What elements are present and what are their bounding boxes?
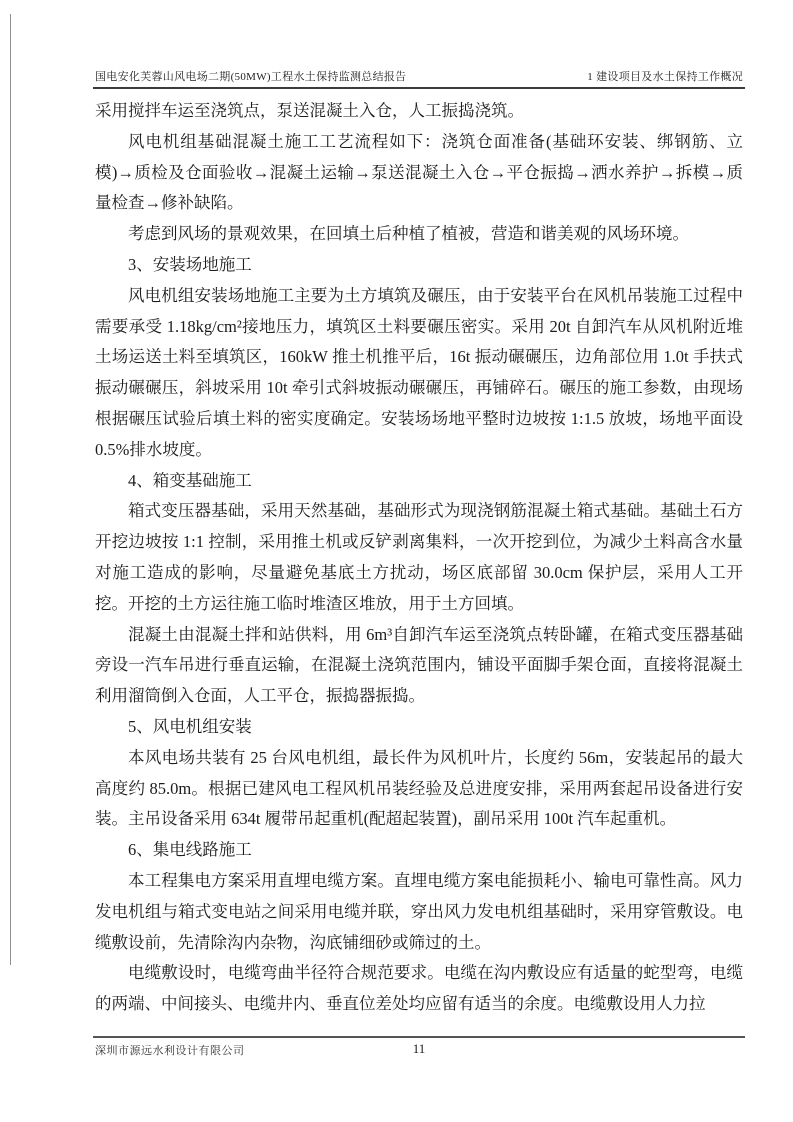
paragraph: 本工程集电方案采用直埋电缆方案。直埋电缆方案电能损耗小、输电可靠性高。风力发电机组与箱式变电站之间采用电缆并联，穿出风力发电机组基础时，采用穿管敷设。电缆敷设前，先清除沟内杂物，沟底铺细砂或筛过的土。 bbox=[95, 870, 743, 952]
paragraph: 考虑到风场的景观效果，在回填土后种植了植被，营造和谐美观的风场环境。 bbox=[128, 224, 689, 244]
footer-company-name: 深圳市源远水利设计有限公司 bbox=[95, 1045, 245, 1057]
header-report-title: 国电安化芙蓉山风电场二期(50MW)工程水土保持监测总结报告 bbox=[95, 71, 407, 83]
header-chapter-title: 1 建设项目及水土保持工作概况 bbox=[587, 71, 743, 83]
page-footer bbox=[95, 1041, 743, 1057]
paragraph: 本风电场共装有 25 台风电机组，最长件为风机叶片，长度约 56m，安装起吊的最大高度约 85.0m。根据已建风电工程风机吊装经验及总进度安排，采用两套起吊设备进行安装。主吊设备采用 634t 履带吊起重机(配超起装置)，副吊采用 100t 汽车起重机。 bbox=[95, 747, 743, 829]
page-edge-scan-line bbox=[10, 14, 11, 965]
section-heading: 5、风电机组安装 bbox=[128, 716, 252, 736]
section-heading: 6、集电线路施工 bbox=[128, 840, 252, 860]
footer-page-number: 11 bbox=[412, 1041, 426, 1056]
page-header bbox=[95, 66, 743, 84]
header-rule bbox=[93, 87, 745, 89]
footer-rule bbox=[93, 1036, 745, 1038]
section-heading: 4、箱变基础施工 bbox=[128, 470, 252, 490]
paragraph: 风电机组安装场地施工主要为土方填筑及碾压，由于安装平台在风机吊装施工过程中需要承受 1.18kg/cm²接地压力，填筑区土料要碾压密实。采用 20t 自卸汽车从风机附近堆土场运送土料至填筑区，160kW 推土机推平后，16t 振动碾碾压，边角部位用 1.0t 手扶式振动碾碾压，斜坡采用 10t 牵引式斜坡振动碾碾压，再铺碎石。碾压的施工参数，由现场根据碾压试验后填土料的密实度确定。安装场场地平整时边坡按 1:1.5 放坡，场地平面设 0.5%排水坡度。 bbox=[95, 285, 743, 459]
paragraph: 箱式变压器基础，采用天然基础，基础形式为现浇钢筋混凝土箱式基础。基础土石方开挖边坡按 1:1 控制，采用推土机或反铲剥离集料，一次开挖到位，为减少土料高含水量对施工造成的影响，尽量避免基底土方扰动，场区底部留 30.0cm 保护层，采用人工开挖。开挖的土方运往施工临时堆渣区堆放，用于土方回填。 bbox=[95, 501, 743, 613]
section-heading: 3、安装场地施工 bbox=[128, 254, 252, 274]
paragraph: 采用搅拌车运至浇筑点，泵送混凝土入仓，人工振捣浇筑。 bbox=[95, 101, 524, 120]
body-text bbox=[95, 96, 743, 1020]
paragraph: 混凝土由混凝土拌和站供料，用 6m³自卸汽车运至浇筑点转卧罐，在箱式变压器基础旁设一汽车吊进行垂直运输，在混凝土浇筑范围内，铺设平面脚手架仓面，直接将混凝土利用溜筒倒入仓面，人工平仓，振捣器振捣。 bbox=[95, 624, 743, 706]
paragraph: 风电机组基础混凝土施工工艺流程如下：浇筑仓面准备(基础环安装、绑钢筋、立模)→质检及仓面验收→混凝土运输→泵送混凝土入仓→平仓振捣→洒水养护→拆模→质量检查→修补缺陷。 bbox=[95, 131, 743, 213]
paragraph: 电缆敷设时，电缆弯曲半径符合规范要求。电缆在沟内敷设应有适量的蛇型弯，电缆的两端、中间接头、电缆井内、垂直位差处均应留有适当的余度。电缆敷设用人力拉 bbox=[95, 963, 743, 1014]
